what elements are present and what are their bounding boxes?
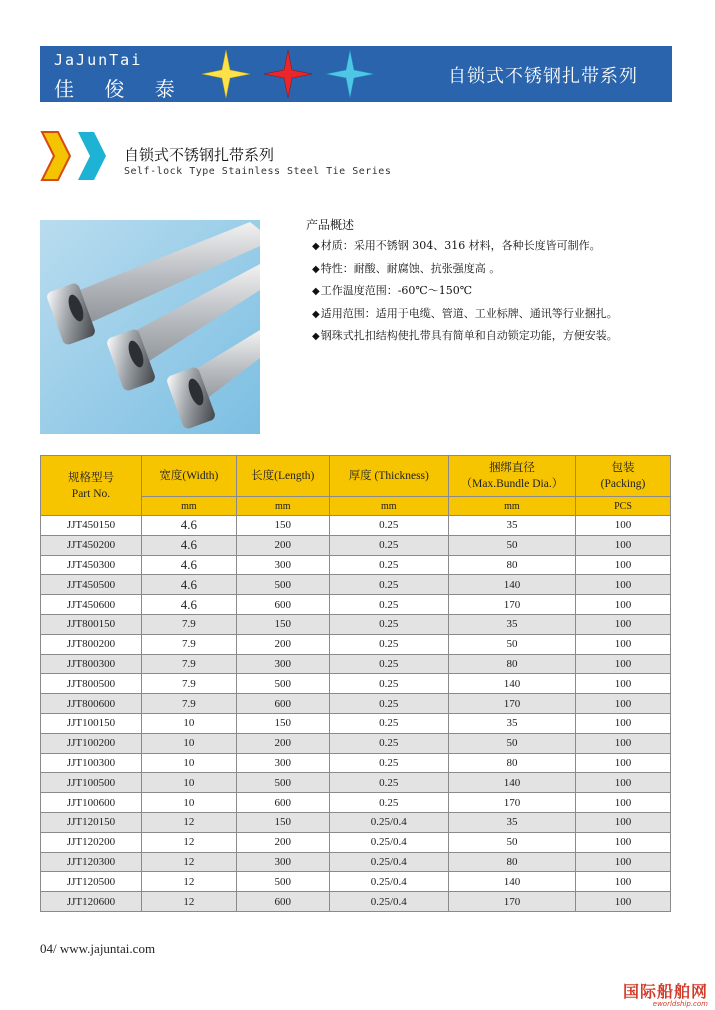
- thickness-cell: 0.25/0.4: [329, 892, 448, 912]
- star-icon-cyan: [326, 50, 374, 98]
- bundle-dia-cell: 170: [448, 694, 575, 714]
- thickness-cell: 0.25: [329, 793, 448, 813]
- packing-cell: 100: [576, 535, 671, 555]
- header-dia-en: （Max.Bundle Dia.）: [460, 478, 564, 490]
- table-row: [41, 516, 671, 536]
- bundle-dia-cell: 170: [448, 892, 575, 912]
- table-row: [41, 595, 671, 615]
- overview-item: [312, 282, 686, 298]
- packing-cell: 100: [576, 674, 671, 694]
- length-cell: 600: [236, 793, 329, 813]
- table-row: [41, 614, 671, 634]
- bundle-dia-cell: 140: [448, 575, 575, 595]
- bundle-dia-cell: 50: [448, 535, 575, 555]
- thickness-cell: 0.25: [329, 713, 448, 733]
- width-cell: 12: [141, 872, 236, 892]
- header-pack-en: (Packing): [600, 478, 646, 490]
- diamond-bullet-icon: ◆: [312, 286, 320, 297]
- header-pack-cn: 包装: [611, 462, 635, 474]
- header-part-no: [41, 456, 142, 516]
- length-cell: 150: [236, 812, 329, 832]
- header-part-en: Part No.: [71, 487, 111, 500]
- table-row: [41, 575, 671, 595]
- bundle-dia-cell: 35: [448, 713, 575, 733]
- header-length: 长度(Length): [236, 456, 329, 497]
- bundle-dia-cell: 170: [448, 793, 575, 813]
- packing-cell: 100: [576, 832, 671, 852]
- watermark-en: eworldship.com: [652, 1000, 708, 1008]
- part-no-cell: JJT120200: [41, 832, 142, 852]
- thickness-cell: 0.25: [329, 634, 448, 654]
- length-cell: 150: [236, 713, 329, 733]
- bundle-dia-cell: 35: [448, 812, 575, 832]
- table-row: [41, 694, 671, 714]
- bundle-dia-cell: 80: [448, 555, 575, 575]
- part-no-cell: JJT450200: [41, 535, 142, 555]
- length-cell: 300: [236, 852, 329, 872]
- overview-title: 产品概述: [306, 218, 355, 232]
- bundle-dia-cell: 50: [448, 733, 575, 753]
- section-chevron-icons: [40, 130, 110, 182]
- brand-name-cn: 佳 俊 泰: [54, 77, 187, 101]
- watermark-cn: 国际船舶网: [622, 982, 708, 1001]
- part-no-cell: JJT800150: [41, 614, 142, 634]
- table-body: [41, 516, 671, 912]
- width-cell: 12: [141, 892, 236, 912]
- header-packing: [576, 456, 671, 497]
- table-row: [41, 872, 671, 892]
- packing-cell: 100: [576, 793, 671, 813]
- chevron-icon-cyan: [78, 132, 106, 180]
- thickness-cell: 0.25/0.4: [329, 852, 448, 872]
- thickness-cell: 0.25: [329, 773, 448, 793]
- bundle-dia-cell: 140: [448, 773, 575, 793]
- table-row: [41, 852, 671, 872]
- diamond-bullet-icon: ◆: [312, 241, 320, 252]
- thickness-cell: 0.25: [329, 674, 448, 694]
- width-cell: 10: [141, 713, 236, 733]
- length-cell: 500: [236, 773, 329, 793]
- part-no-cell: JJT800500: [41, 674, 142, 694]
- length-cell: 600: [236, 694, 329, 714]
- length-cell: 600: [236, 892, 329, 912]
- overview-item: [312, 327, 686, 343]
- width-cell: 10: [141, 733, 236, 753]
- chevron-icon-yellow: [42, 132, 70, 180]
- banner-title: 自锁式不锈钢扎带系列: [448, 66, 638, 87]
- table-row: [41, 634, 671, 654]
- thickness-cell: 0.25: [329, 614, 448, 634]
- packing-cell: 100: [576, 614, 671, 634]
- bundle-dia-cell: 50: [448, 832, 575, 852]
- part-no-cell: JJT100150: [41, 713, 142, 733]
- length-cell: 200: [236, 634, 329, 654]
- part-no-cell: JJT100500: [41, 773, 142, 793]
- width-cell: 12: [141, 832, 236, 852]
- length-cell: 500: [236, 575, 329, 595]
- packing-cell: 100: [576, 516, 671, 536]
- bundle-dia-cell: 80: [448, 753, 575, 773]
- table-row: [41, 733, 671, 753]
- length-cell: 300: [236, 753, 329, 773]
- packing-cell: 100: [576, 555, 671, 575]
- header-bundle-dia: [448, 456, 575, 497]
- bundle-dia-cell: 80: [448, 852, 575, 872]
- product-overview: [306, 216, 686, 350]
- part-no-cell: JJT800200: [41, 634, 142, 654]
- width-cell: 4.6: [141, 595, 236, 615]
- thickness-cell: 0.25/0.4: [329, 812, 448, 832]
- table-row: [41, 812, 671, 832]
- table-row: [41, 773, 671, 793]
- packing-cell: 100: [576, 872, 671, 892]
- overview-text: 工作温度范围：-60℃～150℃: [320, 284, 473, 297]
- bundle-dia-cell: 35: [448, 516, 575, 536]
- width-cell: 12: [141, 852, 236, 872]
- length-cell: 200: [236, 832, 329, 852]
- unit-cell: mm: [329, 497, 448, 516]
- table-row: [41, 892, 671, 912]
- packing-cell: 100: [576, 753, 671, 773]
- bundle-dia-cell: 140: [448, 872, 575, 892]
- packing-cell: 100: [576, 733, 671, 753]
- thickness-cell: 0.25: [329, 595, 448, 615]
- section-title-en: Self-lock Type Stainless Steel Tie Series: [124, 166, 392, 177]
- unit-cell: mm: [448, 497, 575, 516]
- header-dia-cn: 捆绑直径: [488, 462, 535, 474]
- width-cell: 12: [141, 812, 236, 832]
- length-cell: 300: [236, 654, 329, 674]
- overview-text: 材质：采用不锈钢 304、316 材料，各种长度皆可制作。: [320, 239, 601, 252]
- width-cell: 7.9: [141, 614, 236, 634]
- part-no-cell: JJT100300: [41, 753, 142, 773]
- width-cell: 4.6: [141, 535, 236, 555]
- width-cell: 4.6: [141, 575, 236, 595]
- part-no-cell: JJT450300: [41, 555, 142, 575]
- packing-cell: 100: [576, 654, 671, 674]
- part-no-cell: JJT120150: [41, 812, 142, 832]
- decorative-stars: [192, 48, 382, 100]
- star-icon-yellow: [202, 50, 250, 98]
- length-cell: 200: [236, 535, 329, 555]
- table-row: [41, 555, 671, 575]
- length-cell: 150: [236, 614, 329, 634]
- length-cell: 150: [236, 516, 329, 536]
- width-cell: 4.6: [141, 516, 236, 536]
- unit-cell: PCS: [576, 497, 671, 516]
- width-cell: 10: [141, 773, 236, 793]
- watermark-logo: [604, 984, 708, 1008]
- overview-item: [312, 237, 686, 253]
- thickness-cell: 0.25: [329, 733, 448, 753]
- thickness-cell: 0.25: [329, 535, 448, 555]
- thickness-cell: 0.25: [329, 753, 448, 773]
- overview-text: 钢珠式扎扣结构使扎带具有简单和自动锁定功能，方便安装。: [320, 329, 618, 342]
- header-thickness: 厚度 (Thickness): [329, 456, 448, 497]
- section-title-cn: 自锁式不锈钢扎带系列: [124, 146, 275, 164]
- header-part-cn: 规格型号: [67, 471, 114, 484]
- header-banner: [40, 46, 672, 102]
- part-no-cell: JJT800600: [41, 694, 142, 714]
- unit-cell: mm: [236, 497, 329, 516]
- thickness-cell: 0.25: [329, 694, 448, 714]
- product-photo: [40, 220, 260, 434]
- page-footer: 04/ www.jajuntai.com: [40, 941, 156, 956]
- part-no-cell: JJT800300: [41, 654, 142, 674]
- packing-cell: 100: [576, 634, 671, 654]
- part-no-cell: JJT100600: [41, 793, 142, 813]
- unit-cell: mm: [141, 497, 236, 516]
- brand-name-en: JaJunTai: [54, 51, 143, 69]
- width-cell: 10: [141, 793, 236, 813]
- bundle-dia-cell: 35: [448, 614, 575, 634]
- overview-text: 特性：耐酸、耐腐蚀、抗张强度高 。: [320, 261, 501, 275]
- part-no-cell: JJT120600: [41, 892, 142, 912]
- part-no-cell: JJT120300: [41, 852, 142, 872]
- part-no-cell: JJT100200: [41, 733, 142, 753]
- diamond-bullet-icon: ◆: [312, 308, 320, 320]
- thickness-cell: 0.25: [329, 555, 448, 575]
- star-icon-red: [264, 50, 312, 98]
- length-cell: 600: [236, 595, 329, 615]
- bundle-dia-cell: 140: [448, 674, 575, 694]
- table-header-row: [41, 456, 671, 497]
- table-row: [41, 793, 671, 813]
- width-cell: 7.9: [141, 654, 236, 674]
- thickness-cell: 0.25/0.4: [329, 832, 448, 852]
- diamond-bullet-icon: ◆: [312, 331, 320, 342]
- width-cell: 7.9: [141, 674, 236, 694]
- packing-cell: 100: [576, 773, 671, 793]
- table-row: [41, 535, 671, 555]
- table-row: [41, 753, 671, 773]
- table-row: [41, 654, 671, 674]
- thickness-cell: 0.25: [329, 516, 448, 536]
- packing-cell: 100: [576, 575, 671, 595]
- spec-table: [40, 455, 671, 912]
- thickness-cell: 0.25: [329, 654, 448, 674]
- part-no-cell: JJT120500: [41, 872, 142, 892]
- packing-cell: 100: [576, 713, 671, 733]
- thickness-cell: 0.25/0.4: [329, 872, 448, 892]
- length-cell: 300: [236, 555, 329, 575]
- packing-cell: 100: [576, 812, 671, 832]
- table-row: [41, 832, 671, 852]
- table-row: [41, 674, 671, 694]
- bundle-dia-cell: 170: [448, 595, 575, 615]
- width-cell: 7.9: [141, 634, 236, 654]
- overview-item: [312, 305, 686, 321]
- packing-cell: 100: [576, 892, 671, 912]
- packing-cell: 100: [576, 694, 671, 714]
- width-cell: 4.6: [141, 555, 236, 575]
- part-no-cell: JJT450600: [41, 595, 142, 615]
- length-cell: 500: [236, 872, 329, 892]
- header-width: 宽度(Width): [141, 456, 236, 497]
- overview-item: [312, 260, 686, 276]
- part-no-cell: JJT450150: [41, 516, 142, 536]
- diamond-bullet-icon: ◆: [312, 263, 320, 275]
- width-cell: 10: [141, 753, 236, 773]
- part-no-cell: JJT450500: [41, 575, 142, 595]
- overview-text: 适用范围：适用于电缆、管道、工业标牌、通讯等行业捆扎。: [320, 306, 618, 320]
- bundle-dia-cell: 80: [448, 654, 575, 674]
- packing-cell: 100: [576, 595, 671, 615]
- packing-cell: 100: [576, 852, 671, 872]
- length-cell: 500: [236, 674, 329, 694]
- thickness-cell: 0.25: [329, 575, 448, 595]
- table-row: [41, 713, 671, 733]
- bundle-dia-cell: 50: [448, 634, 575, 654]
- length-cell: 200: [236, 733, 329, 753]
- width-cell: 7.9: [141, 694, 236, 714]
